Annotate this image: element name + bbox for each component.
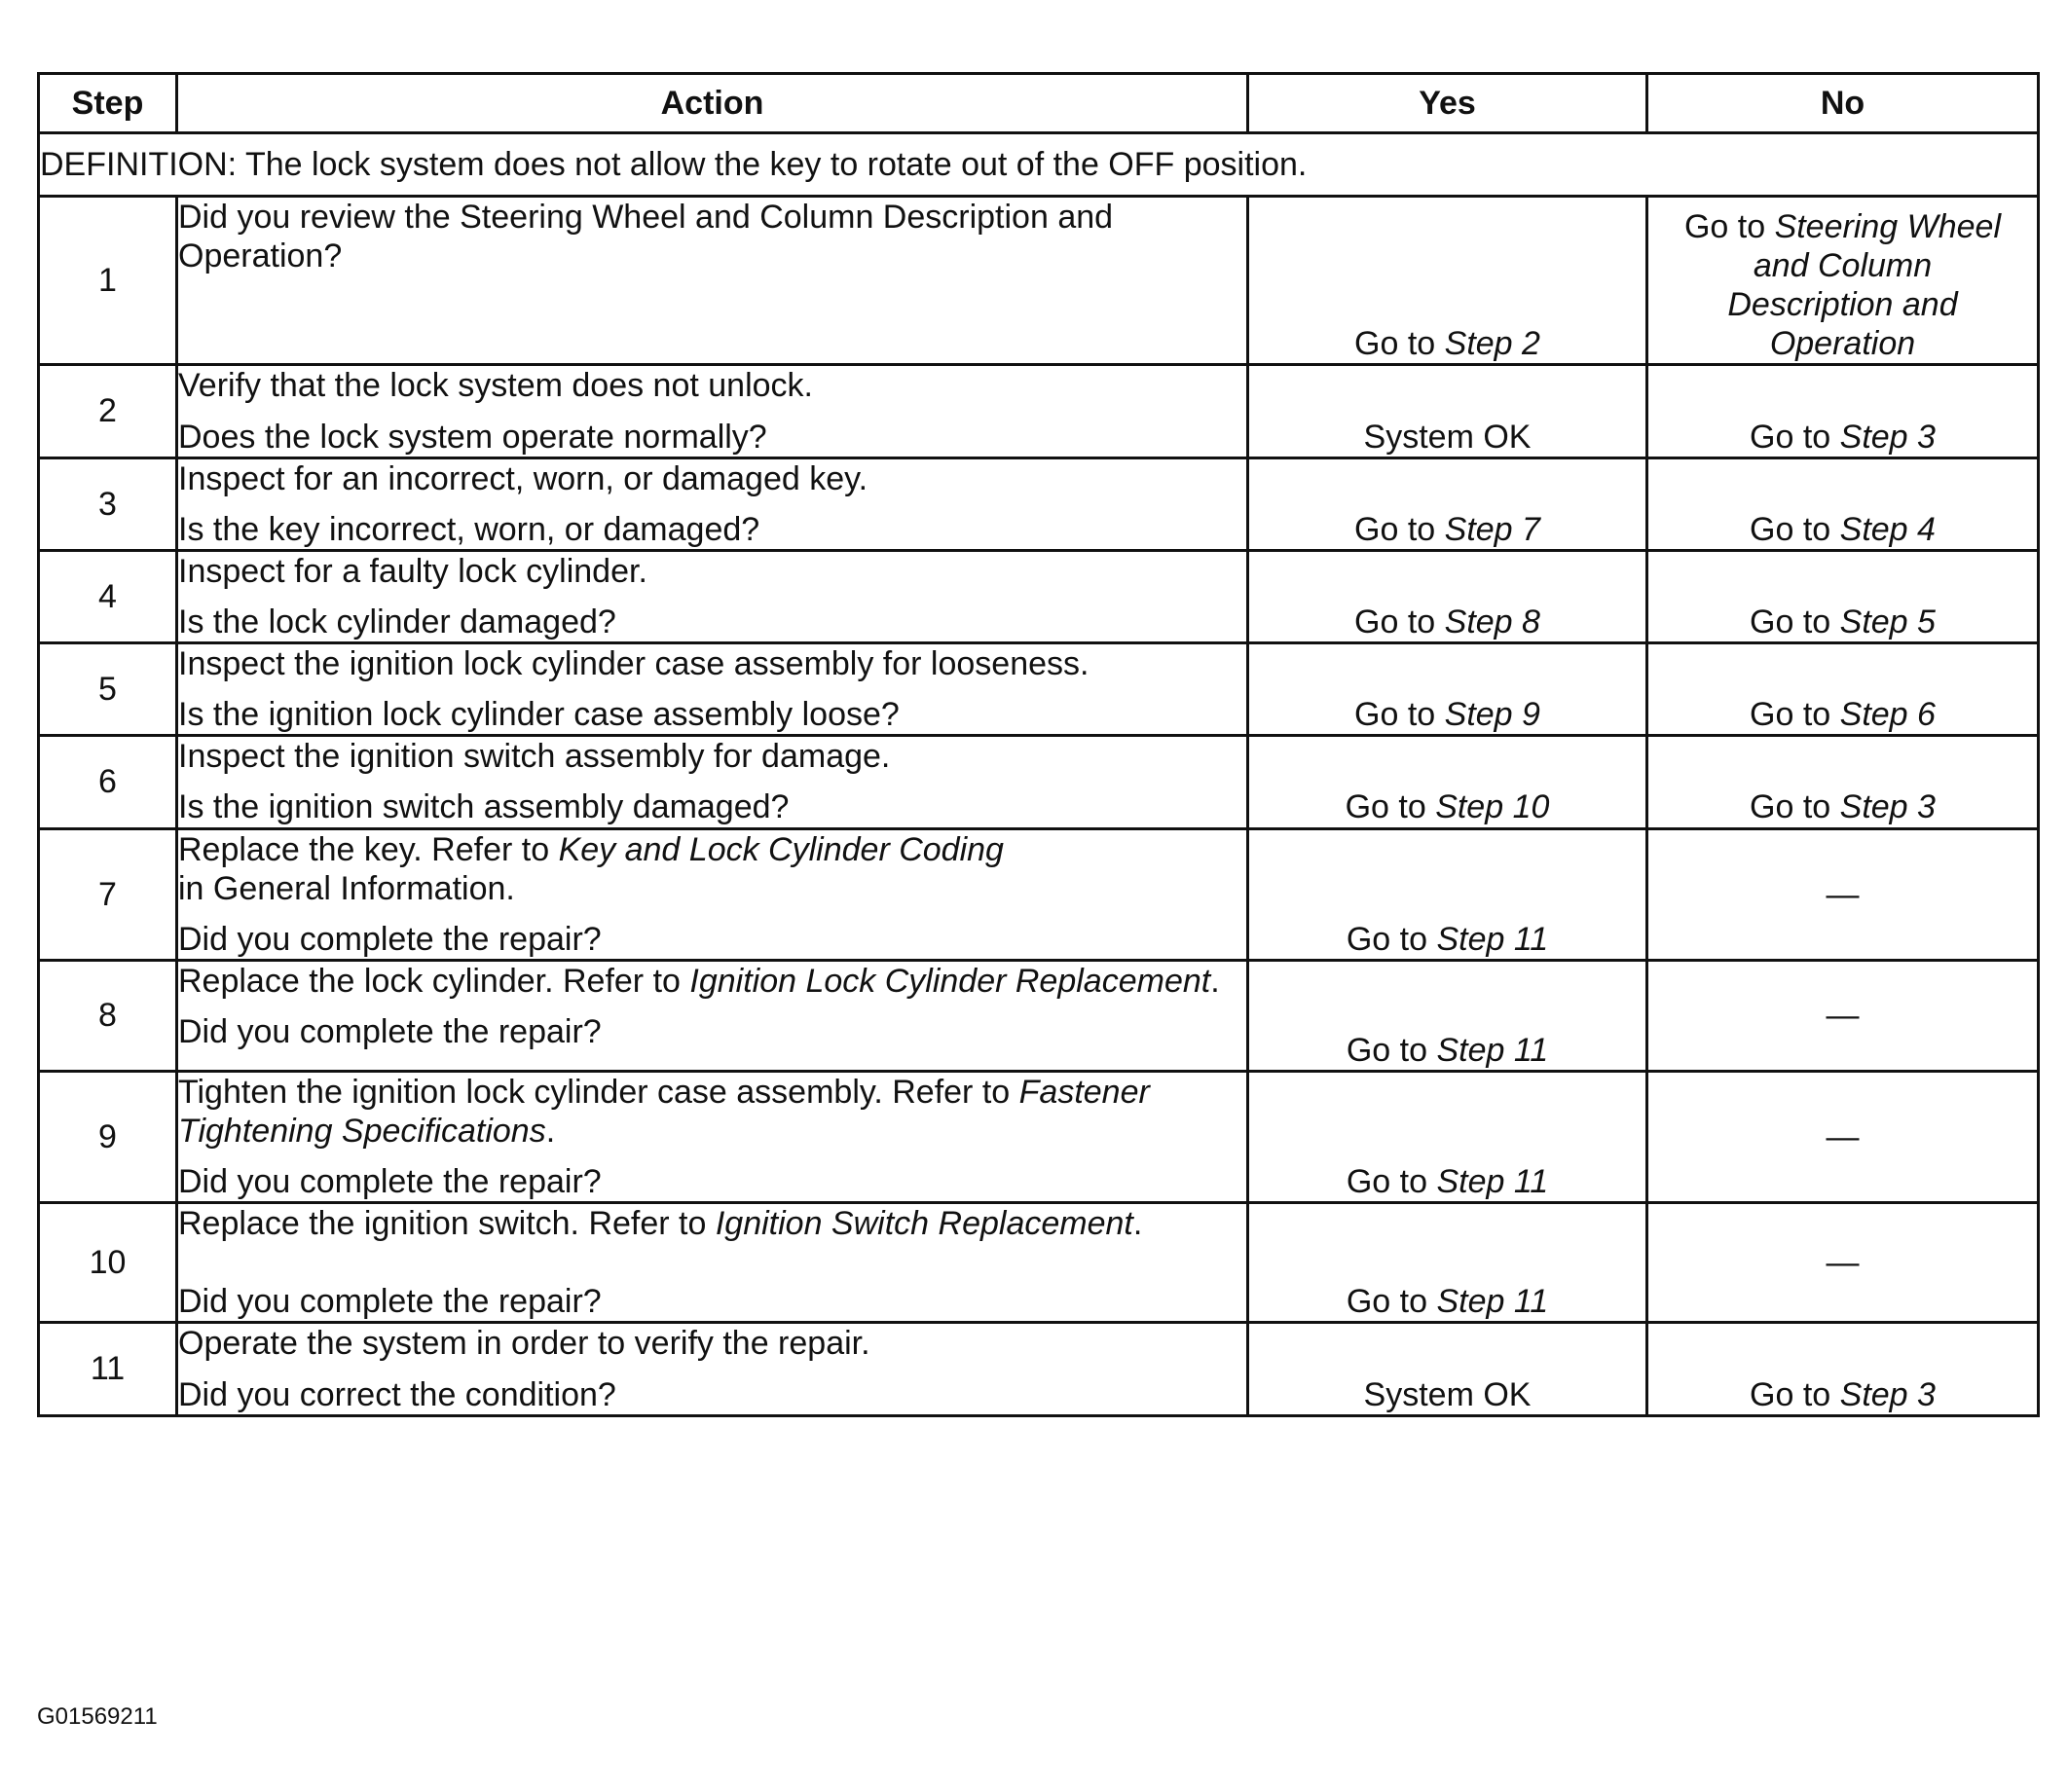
- action-question: Did you complete the repair?: [178, 920, 602, 958]
- table-row: [39, 197, 2039, 365]
- step-number: 9: [39, 1071, 177, 1202]
- yes-cell: [1248, 960, 1647, 1071]
- table-row: [39, 1203, 2039, 1323]
- action-ref: Fastener Tightening Specifications: [178, 1073, 1150, 1150]
- action-question: Did you complete the repair?: [178, 1012, 602, 1050]
- action-cell: [177, 643, 1248, 736]
- action-text: Replace the ignition switch. Refer to: [178, 1205, 716, 1243]
- yes-prefix: Go to: [1354, 603, 1445, 640]
- table-row: [39, 643, 2039, 736]
- no-prefix: Go to: [1750, 418, 1840, 456]
- no-prefix: Go to: [1750, 510, 1840, 548]
- action-cell: [177, 828, 1248, 960]
- step-number: 5: [39, 643, 177, 736]
- yes-cell: [1248, 197, 1647, 365]
- no-ref: Step 3: [1839, 418, 1936, 456]
- action-cell: [177, 550, 1248, 642]
- no-prefix: Go to: [1683, 208, 1775, 245]
- table-row: [39, 736, 2039, 828]
- action-line: Inspect the ignition lock cylinder case assembly for looseness.: [178, 645, 1089, 683]
- action-question: Is the lock cylinder damaged?: [178, 603, 616, 640]
- step-number: 3: [39, 457, 177, 550]
- yes-prefix: Go to: [1354, 510, 1445, 548]
- action-line: Inspect for a faulty lock cylinder.: [178, 552, 647, 590]
- yes-ref: Step 11: [1436, 1163, 1549, 1201]
- no-cell: [1647, 197, 2039, 365]
- yes-prefix: Go to: [1346, 920, 1437, 958]
- action-question: Did you correct the condition?: [178, 1375, 616, 1413]
- no-ref: Steering Wheel and Column Description and Operation: [1727, 208, 2002, 363]
- yes-prefix: Go to: [1354, 325, 1445, 363]
- action-cell: [177, 457, 1248, 550]
- yes-ref: Step 11: [1436, 1283, 1549, 1321]
- no-prefix: Go to: [1750, 788, 1840, 826]
- action-cell: [177, 736, 1248, 828]
- no-cell: [1647, 643, 2039, 736]
- action-text-cont: in General Information.: [178, 869, 515, 907]
- header-step: Step: [39, 74, 177, 133]
- no-cell: [1647, 457, 2039, 550]
- action-line: Operate the system in order to verify the repair.: [178, 1325, 870, 1363]
- no-cell: [1647, 365, 2039, 457]
- no-prefix: Go to: [1750, 1375, 1840, 1413]
- action-ref: Ignition Lock Cylinder Replacement: [689, 962, 1211, 1000]
- action-text: Replace the lock cylinder. Refer to: [178, 962, 690, 1000]
- yes-prefix: Go to: [1346, 1283, 1437, 1321]
- table-row: [39, 960, 2039, 1071]
- no-ref: Step 4: [1839, 510, 1936, 548]
- action-question: Does the lock system operate normally?: [178, 418, 767, 456]
- action-line: [178, 830, 1246, 908]
- action-cell: [177, 1203, 1248, 1323]
- action-text-cont: .: [545, 1112, 556, 1150]
- yes-cell: [1248, 828, 1647, 960]
- no-ref: Step 5: [1839, 603, 1936, 640]
- yes-cell: [1248, 550, 1647, 642]
- spacer: [178, 1243, 1246, 1282]
- yes-ref: Step 2: [1444, 325, 1540, 363]
- no-ref: Step 6: [1839, 696, 1936, 734]
- step-number: 6: [39, 736, 177, 828]
- step-number: 8: [39, 960, 177, 1071]
- no-cell: [1647, 736, 2039, 828]
- header-yes: Yes: [1248, 74, 1647, 133]
- table-row: [39, 1323, 2039, 1415]
- yes-cell: [1248, 1203, 1647, 1323]
- step-number: 7: [39, 828, 177, 960]
- yes-cell: [1248, 1071, 1647, 1202]
- action-text-cont: .: [1132, 1205, 1143, 1243]
- definition-text: DEFINITION: The lock system does not allow the key to rotate out of the OFF position.: [39, 133, 2039, 197]
- action-line: Did you review the Steering Wheel and Column Description and Operation?: [178, 199, 1114, 275]
- yes-ref: Step 9: [1444, 696, 1540, 734]
- action-text-cont: .: [1210, 962, 1220, 1000]
- step-number: 2: [39, 365, 177, 457]
- yes-cell: [1248, 457, 1647, 550]
- action-question: Is the ignition lock cylinder case assembly loose?: [178, 696, 900, 734]
- action-cell: [177, 1071, 1248, 1202]
- no-ref: Step 3: [1839, 1375, 1936, 1413]
- yes-ref: Step 11: [1436, 1031, 1549, 1069]
- action-cell: [177, 197, 1248, 365]
- yes-prefix: Go to: [1345, 788, 1436, 826]
- table-row: [39, 365, 2039, 457]
- action-cell: [177, 1323, 1248, 1415]
- no-cell: —: [1647, 960, 2039, 1071]
- action-line: Inspect the ignition switch assembly for damage.: [178, 738, 891, 776]
- action-question: Is the ignition switch assembly damaged?: [178, 788, 790, 826]
- table-row: [39, 828, 2039, 960]
- no-ref: Step 3: [1839, 788, 1936, 826]
- action-line: Inspect for an incorrect, worn, or damaged key.: [178, 459, 868, 497]
- diagnostic-table: [37, 72, 2040, 1417]
- no-cell: [1647, 550, 2039, 642]
- action-line: [178, 962, 1246, 1001]
- action-text: Tighten the ignition lock cylinder case assembly. Refer to: [178, 1073, 1019, 1111]
- step-number: 10: [39, 1203, 177, 1323]
- definition-row: [39, 133, 2039, 197]
- table-row: [39, 1071, 2039, 1202]
- yes-prefix: Go to: [1354, 696, 1445, 734]
- table-row: [39, 550, 2039, 642]
- action-question: Is the key incorrect, worn, or damaged?: [178, 510, 760, 548]
- yes-prefix: Go to: [1346, 1031, 1437, 1069]
- yes-cell: [1248, 736, 1647, 828]
- no-cell: —: [1647, 828, 2039, 960]
- action-line: [178, 1204, 1246, 1243]
- figure-id: G01569211: [37, 1703, 158, 1730]
- action-line: Verify that the lock system does not unlock.: [178, 367, 813, 405]
- yes-ref: Step 7: [1444, 510, 1540, 548]
- yes-cell: System OK: [1248, 1323, 1647, 1415]
- step-number: 11: [39, 1323, 177, 1415]
- table-row: [39, 457, 2039, 550]
- header-action: Action: [177, 74, 1248, 133]
- yes-ref: Step 11: [1436, 920, 1549, 958]
- action-text: Replace the key. Refer to: [178, 830, 559, 868]
- no-prefix: Go to: [1750, 603, 1840, 640]
- yes-ref: Step 10: [1435, 788, 1550, 826]
- action-line: [178, 1073, 1246, 1151]
- yes-prefix: Go to: [1346, 1163, 1437, 1201]
- action-question: Did you complete the repair?: [178, 1283, 602, 1321]
- no-cell: —: [1647, 1203, 2039, 1323]
- step-number: 1: [39, 197, 177, 365]
- action-ref: Key and Lock Cylinder Coding: [558, 830, 1004, 868]
- no-cell: —: [1647, 1071, 2039, 1202]
- yes-ref: Step 8: [1444, 603, 1540, 640]
- header-no: No: [1647, 74, 2039, 133]
- no-prefix: Go to: [1750, 696, 1840, 734]
- header-row: [39, 74, 2039, 133]
- yes-cell: System OK: [1248, 365, 1647, 457]
- action-ref: Ignition Switch Replacement: [715, 1205, 1133, 1243]
- step-number: 4: [39, 550, 177, 642]
- yes-cell: [1248, 643, 1647, 736]
- action-cell: [177, 365, 1248, 457]
- no-cell: [1647, 1323, 2039, 1415]
- action-question: Did you complete the repair?: [178, 1163, 602, 1201]
- action-cell: [177, 960, 1248, 1071]
